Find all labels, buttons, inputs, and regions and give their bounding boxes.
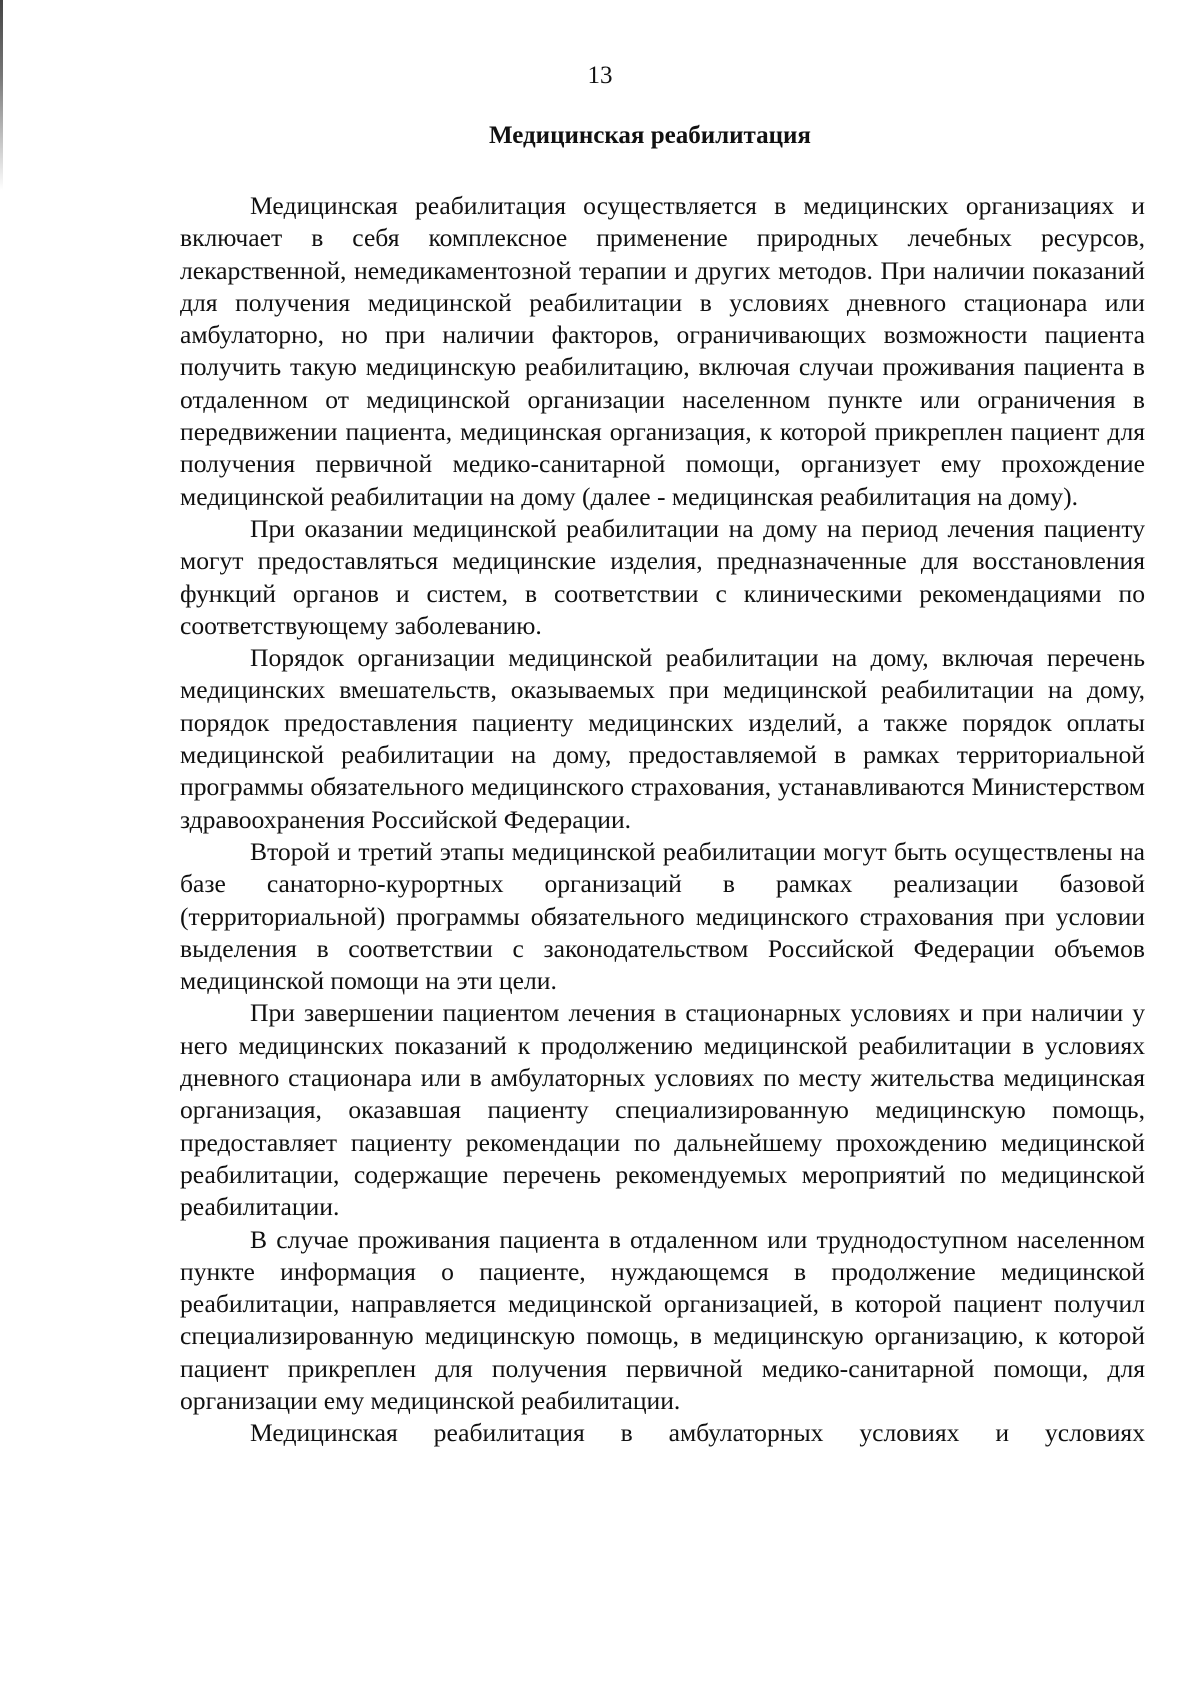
paragraph-6: В случае проживания пациента в отдаленном или труднодоступном населенном пункте информация о пациенте, нуждающемся в продолжение медицинской реабилитации, направляется медицинской организацией, в которой пациент получил специализированную медицинскую помощь, в медицинскую организацию, к которой пациент прикреплен для получения первичной медико-санитарной помощи, для организации ему медицинской реабилитации. [180,1224,1145,1415]
paragraph-2: При оказании медицинской реабилитации на дому на период лечения пациенту могут предоставляться медицинские изделия, предназначенные для восстановления функций органов и систем, в соответствии с клиническими рекомендациями по соответствующему заболеванию. [180,513,1145,640]
paragraph-7: Медицинская реабилитация в амбулаторных условиях и условиях [250,1418,1145,1448]
scan-edge-artifact [0,0,3,190]
paragraph-4: Второй и третий этапы медицинской реабилитации могут быть осуществлены на базе санаторно-курортных организаций в рамках реализации базовой (территориальной) программы обязательного медицинского страхования при условии выделения в соответствии с законодательством Российской Федерации объемов медицинской помощи на эти цели. [180,836,1145,996]
paragraph-1: Медицинская реабилитация осуществляется в медицинских организациях и включает в себя комплексное применение природных лечебных ресурсов, лекарственной, немедикаментозной терапии и других методов. При наличии показаний для получения медицинской реабилитации в условиях дневного стационара или амбулаторно, но при наличии факторов, ограничивающих возможности пациента получить такую медицинскую реабилитацию, включая случаи проживания пациента в отдаленном от медицинской организации населенном пункте или ограничения в передвижении пациента, медицинская организация, к которой прикреплен пациент для получения первичной медико-санитарной помощи, организует ему прохождение медицинской реабилитации на дому (далее - медицинская реабилитация на дому). [180,191,1145,511]
paragraph-5: При завершении пациентом лечения в стационарных условиях и при наличии у него медицинских показаний к продолжению медицинской реабилитации в условиях дневного стационара или в амбулаторных условиях по месту жительства медицинская организация, оказавшая пациенту специализированную медицинскую помощь, предоставляет пациенту рекомендации по дальнейшему прохождению медицинской реабилитации, содержащие перечень рекомендуемых мероприятий по медицинской реабилитации. [180,998,1145,1222]
paragraph-3: Порядок организации медицинской реабилитации на дому, включая перечень медицинских вмешательств, оказываемых при медицинской реабилитации на дому, порядок предоставления пациенту медицинских изделий, а также порядок оплаты медицинской реабилитации на дому, предоставляемой в рамках территориальной программы обязательного медицинского страхования, устанавливаются Министерством здравоохранения Российской Федерации. [180,643,1145,834]
document-body [180,190,1145,1450]
section-title: Медицинская реабилитация [489,122,811,149]
page-number: 13 [587,62,613,89]
